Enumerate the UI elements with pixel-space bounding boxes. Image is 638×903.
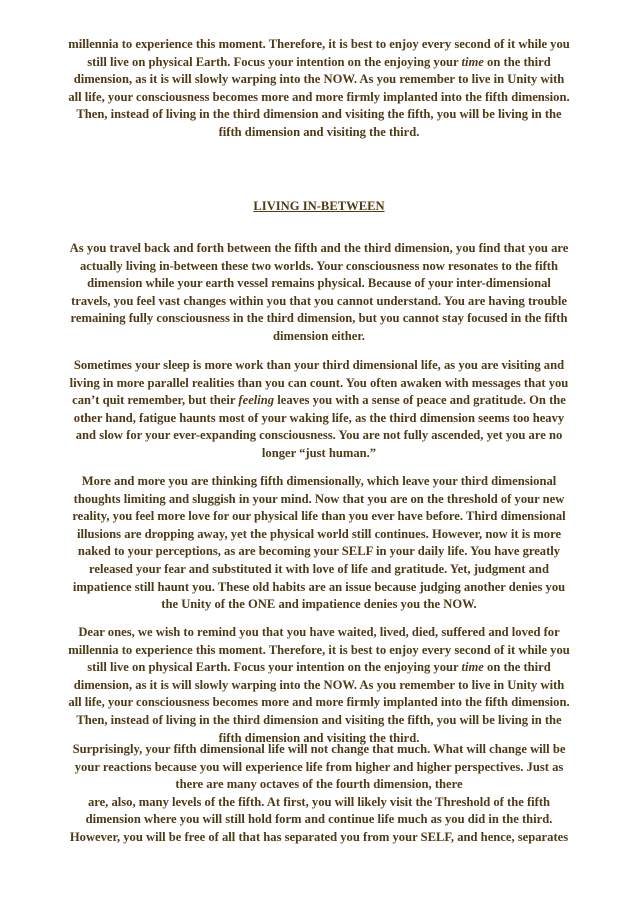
text-line: all life, your consciousness becomes more and more firmly implanted into the fifth dimension.: [68, 89, 570, 104]
emphasis-text: time: [461, 54, 484, 69]
text-fragment: leaves you with a sense of peace and gratitude. On the: [274, 393, 566, 408]
text-line: the Unity of the ONE and impatience denies you the NOW.: [161, 597, 477, 612]
paragraph-1: [56, 36, 582, 142]
text-line: [56, 392, 582, 410]
paragraph-5: [56, 624, 582, 747]
text-line: Surprisingly, your fifth dimensional life will not change that much. What will change will be: [72, 742, 566, 756]
text-fragment: on the third: [483, 54, 551, 69]
text-line: Then, instead of living in the third dimension and visiting the fifth, you will be living in the: [76, 712, 562, 727]
text-line: actually living in-between these two worlds. Your consciousness now resonates to the fifth: [80, 258, 558, 273]
text-fragment: still live on physical Earth. Focus your intention on the enjoying your: [87, 660, 462, 675]
text-line: released your fear and substituted it with love of life and gratitude. Yet, judgment and: [89, 561, 549, 576]
text-line: fifth dimension and visiting the third.: [218, 124, 420, 139]
text-line: dimension while your earth vessel remains physical. Because of your inter-dimensional: [87, 276, 551, 291]
section-heading: LIVING IN-BETWEEN: [253, 199, 385, 213]
text-line: travels, you feel vast changes within you that you cannot understand. You are having trouble: [71, 293, 567, 308]
text-line: longer “just human.”: [261, 445, 377, 460]
text-line: other hand, fatigue haunts most of your waking life, as the third dimension seems too heavy: [73, 410, 565, 425]
paragraph-3: [56, 357, 582, 463]
text-line: Dear ones, we wish to remind you that you have waited, lived, died, suffered and loved for: [78, 625, 560, 639]
text-fragment: can’t quit remember, but their: [72, 393, 239, 408]
paragraph-6: [56, 741, 582, 847]
text-line: there are many octaves of the fourth dimension, there: [175, 777, 463, 792]
text-line: impatience still haunt you. These old habits are an issue because judging another denies you: [72, 579, 566, 594]
text-line: dimension either.: [273, 328, 365, 343]
paragraph-2: [56, 240, 582, 346]
text-line: millennia to experience this moment. Therefore, it is best to enjoy every second of it while you: [68, 642, 570, 657]
text-line: remaining fully consciousness in the third dimension, but you cannot stay focused in the fifth: [70, 311, 568, 326]
text-line: dimension, as it is will slowly warping into the NOW. As you remember to live in Unity with: [73, 677, 565, 692]
text-line: naked to your perceptions, as are becoming your SELF in your daily life. You have greatly: [77, 544, 561, 559]
text-line: reality, you feel more love for our physical life than you ever have before. Third dimensional: [72, 509, 566, 524]
text-fragment: still live on physical Earth. Focus your intention on the enjoying your: [87, 54, 462, 69]
emphasis-text: feeling: [238, 393, 275, 408]
text-line: [56, 54, 582, 72]
text-line: all life, your consciousness becomes more and more firmly implanted into the fifth dimension.: [68, 695, 570, 710]
text-line: are, also, many levels of the fifth. At first, you will likely visit the Threshold of the fifth: [87, 794, 551, 809]
text-line: As you travel back and forth between the fifth and the third dimension, you find that you are: [69, 241, 569, 255]
text-line: your reactions because you will experience life from higher and higher perspectives. Just as: [74, 759, 564, 774]
text-line: dimension where you will still hold form and continue life much as you did in the third.: [85, 812, 553, 827]
text-line: [56, 659, 582, 677]
text-line: dimension, as it is will slowly warping into the NOW. As you remember to live in Unity with: [73, 72, 565, 87]
text-line: However, you will be free of all that has separated you from your SELF, and hence, separates: [69, 829, 569, 844]
text-line: millennia to experience this moment. Therefore, it is best to enjoy every second of it while you: [68, 37, 570, 51]
text-line: Sometimes your sleep is more work than your third dimensional life, as you are visiting and: [73, 358, 565, 372]
text-line: Then, instead of living in the third dimension and visiting the fifth, you will be living in the: [76, 107, 562, 122]
paragraph-4: [56, 473, 582, 614]
text-line: living in more parallel realities than you can count. You often awaken with messages that you: [69, 375, 569, 390]
text-line: illusions are dropping away, yet the physical world still continues. However, now it is more: [76, 526, 562, 541]
text-line: fifth dimension and visiting the third.: [218, 730, 420, 745]
text-line: More and more you are thinking fifth dimensionally, which leave your third dimensional: [81, 474, 557, 488]
text-fragment: on the third: [483, 660, 551, 675]
text-line: thoughts limiting and sluggish in your mind. Now that you are on the threshold of your new: [73, 491, 565, 506]
emphasis-text: time: [461, 660, 484, 675]
text-line: and slow for your ever-expanding consciousness. You are not fully ascended, yet you are no: [75, 428, 563, 443]
